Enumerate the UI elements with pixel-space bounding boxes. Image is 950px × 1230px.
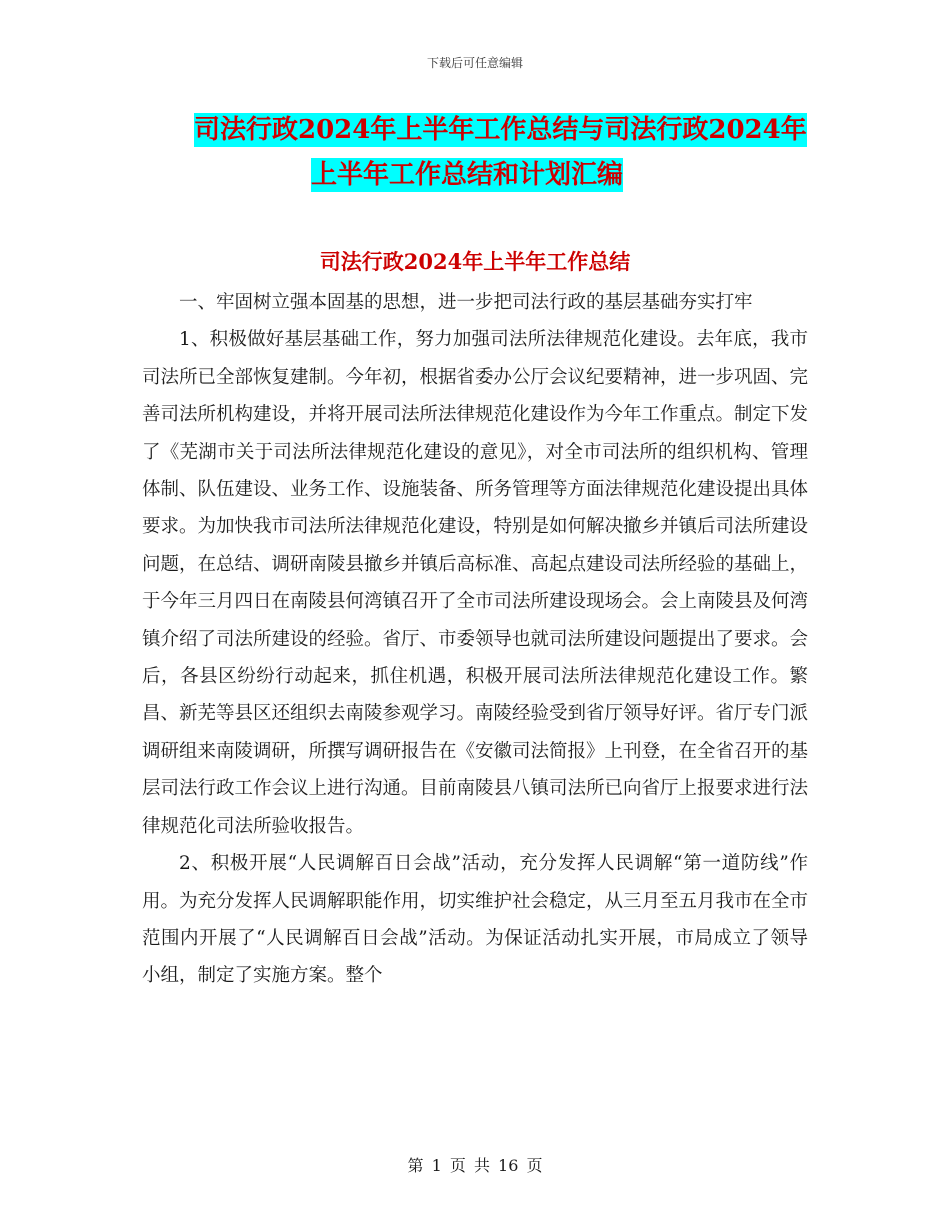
- document-title: [180, 108, 820, 198]
- title-line-1: [180, 108, 820, 153]
- body-content: [142, 284, 808, 995]
- paragraph-3: 2、积极开展“人民调解百日会战”活动，充分发挥人民调解“第一道防线”作用。为充分发挥人民调解职能作用，切实维护社会稳定，从三月至五月我市在全市范围内开展了“人民调解百日会战”活动。为保证活动扎实开展，市局成立了领导小组，制定了实施方案。整个: [142, 853, 809, 987]
- page-footer: 第 1 页 共 16 页: [407, 1156, 543, 1175]
- title-line-2-text: 上半年工作总结和计划汇编: [311, 160, 624, 190]
- paragraph-2: 1、积极做好基层基础工作，努力加强司法所法律规范化建设。去年底，我市司法所已全部恢复建制。今年初，根据省委办公厅会议纪要精神，进一步巩固、完善司法所机构建设，并将开展司法所法律规范化建设作为今年工作重点。制定下发了《芜湖市关于司法所法律规范化建设的意见》，对全市司法所的组织机构、管理体制、队伍建设、业务工作、设施装备、所务管理等方面法律规范化建设提出具体要求。为加快我市司法所法律规范化建设，特别是如何解决撤乡并镇后司法所建设问题，在总结、调研南陵县撤乡并镇后高标准、高起点建设司法所经验的基础上，于今年三月四日在南陵县何湾镇召开了全市司法所建设现场会。会上南陵县及何湾镇介绍了司法所建设的经验。省厅、市委领导也就司法所建设问题提出了要求。会后，各县区纷纷行动起来，抓住机遇，积极开展司法所法律规范化建设工作。繁昌、新芜等县区还组织去南陵参观学习。南陵经验受到省厅领导好评。省厅专门派调研组来南陵调研，所撰写调研报告在《安徽司法简报》上刊登，在全省召开的基层司法行政工作会议上进行沟通。目前南陵县八镇司法所已向省厅上报要求进行法律规范化司法所验收报告。: [142, 329, 809, 837]
- section-title: 司法行政2024年上半年工作总结: [319, 249, 631, 274]
- title-line-1-text: 司法行政2024年上半年工作总结与司法行政2024年: [194, 115, 807, 145]
- paragraph-1: 一、牢固树立强本固基的思想，进一步把司法行政的基层基础夯实打牢: [179, 292, 753, 313]
- header-note: 下载后可任意编辑: [426, 56, 523, 70]
- title-line-2: [180, 153, 820, 198]
